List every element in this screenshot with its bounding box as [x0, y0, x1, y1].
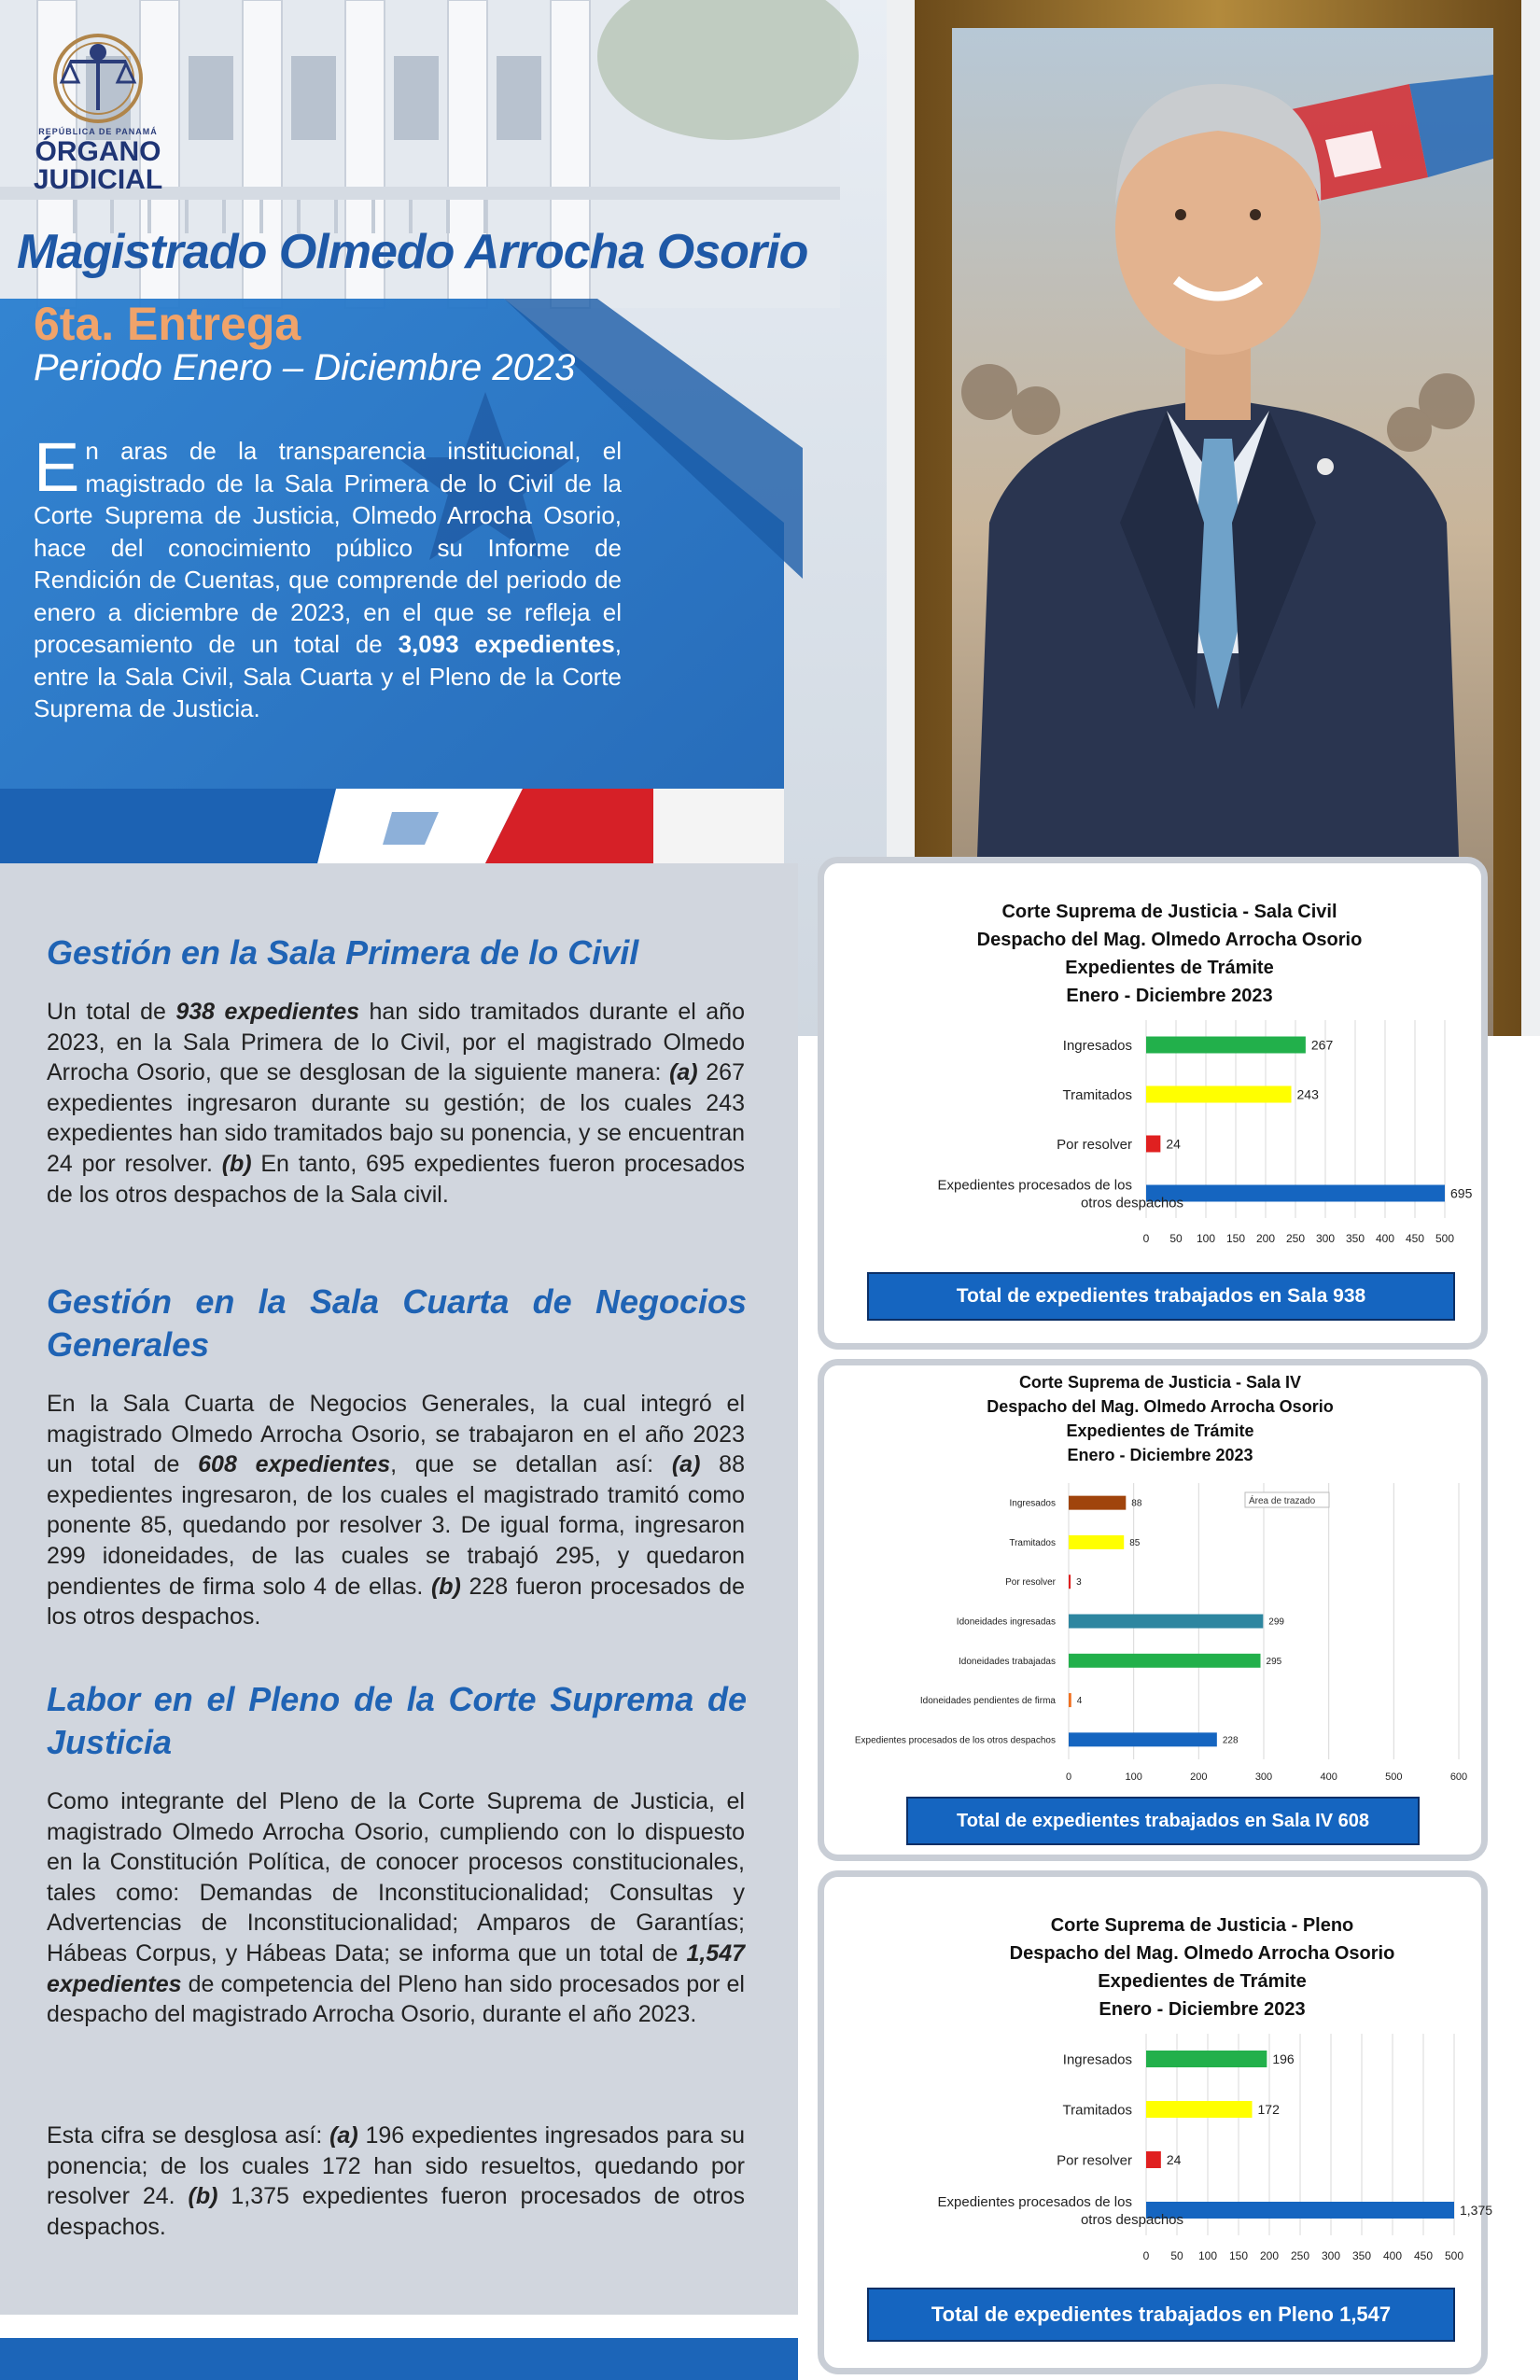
chart-title-line: Expedientes de Trámite [1098, 1971, 1307, 1992]
text-span: 1,375 expedientes fueron procesados de otros despachos. [47, 2183, 745, 2240]
chart-title-line: Corte Suprema de Justicia - Sala IV [1018, 1373, 1302, 1392]
category-label: otros despachos [1080, 2211, 1184, 2228]
section-title-cuarta: Gestión en la Sala Cuarta de Negocios Generales [47, 1282, 747, 1364]
chart-title-line: Despacho del Mag. Olmedo Arrocha Osorio [1009, 1943, 1395, 1964]
category-label: Tramitados [1062, 1086, 1132, 1103]
category-label: Ingresados [1062, 1037, 1132, 1054]
bar [1069, 1654, 1261, 1668]
chart-title-line: Enero - Diciembre 2023 [1099, 1999, 1306, 2020]
chart-annotation: Área de trazado [1249, 1496, 1316, 1506]
chart-title-line: Corte Suprema de Justicia - Sala Civil [1001, 902, 1337, 922]
category-label: Tramitados [1009, 1537, 1056, 1548]
x-tick-label: 150 [1228, 2249, 1249, 2262]
total-box-pleno: Total de expedientes trabajados en Pleno 1,547 [867, 2288, 1455, 2342]
category-label: otros despachos [1080, 1195, 1184, 1211]
x-tick-label: 300 [1321, 2249, 1341, 2262]
x-tick-label: 400 [1382, 2249, 1403, 2262]
bar-value-label: 695 [1450, 1185, 1473, 1201]
bar [1146, 1037, 1306, 1054]
category-label: Idoneidades ingresadas [956, 1617, 1056, 1628]
text-emphasis: 608 expedientes [198, 1451, 391, 1478]
edition-label: 6ta. Entrega [34, 298, 301, 350]
scales-of-justice-icon [28, 30, 168, 127]
chart-sala-civil [824, 863, 1481, 1343]
intro-text-after: , entre la Sala Civil, Sala Cuarta y el Pleno de la Corte Suprema de Justicia. [34, 630, 623, 722]
category-label: Expedientes procesados de los [937, 2193, 1132, 2210]
bar [1146, 1136, 1160, 1153]
text-span: En tanto, 695 expedientes fueron procesados de los otros despachos de la Sala civil. [47, 1150, 745, 1208]
category-label: Por resolver [1057, 1136, 1132, 1153]
bar-value-label: 267 [1310, 1037, 1334, 1053]
text-emphasis: (b) [188, 2183, 218, 2210]
logo-judicial-text: JUDICIAL [33, 164, 163, 195]
period-label: Periodo Enero – Diciembre 2023 [34, 347, 576, 388]
text-span: 88 expedientes ingresaron, de los cuales el magistrado tramitó como ponente 85, quedando por resolver 3. De igual forma, ingresaron 299 idoneidades, de las cuales se trabajó 295, y quedaron pendientes de firma solo 4 de ellas. [47, 1451, 745, 1600]
bar [1146, 2051, 1267, 2067]
x-tick-label: 250 [1285, 1232, 1306, 1245]
x-tick-label: 450 [1405, 1232, 1425, 1245]
bar [1069, 1535, 1124, 1549]
text-span: En la Sala Cuarta de Negocios Generales, la cual integró el magistrado Olmedo Arrocha Osorio, se trabajaron en el año 2023 un total de [47, 1391, 745, 1478]
intro-paragraph [34, 428, 623, 725]
bar [1069, 1693, 1071, 1707]
text-span: Esta cifra se desglosa así: [47, 2122, 330, 2149]
x-tick-label: 200 [1190, 1771, 1208, 1783]
text-emphasis: (a) [671, 1451, 701, 1478]
x-tick-label: 500 [1435, 1232, 1455, 1245]
chart-title-line: Corte Suprema de Justicia - Pleno [1050, 1915, 1354, 1936]
intro-text-before: n aras de la transparencia institucional, el magistrado de la Sala Primera de lo Civil de la Corte Suprema de Justicia, Olmedo Arrocha Osorio, hace del conocimiento público su Informe de Rendición de Cuentas, que comprende del periodo de enero a diciembre de 2023, en el que se refleja el procesamiento de un total de [34, 437, 622, 658]
logo-republica-text: REPÚBLICA DE PANAMÁ [38, 127, 158, 136]
chart-card-sala-civil [818, 857, 1488, 1350]
x-tick-label: 100 [1125, 1771, 1142, 1783]
category-label: Expedientes procesados de los [937, 1177, 1132, 1194]
text-span: han sido tramitados durante el año 2023, en la Sala Primera de lo Civil, por el magistrado Olmedo Arrocha Osorio, que se desglosan de la siguiente manera: [47, 999, 745, 1086]
x-tick-label: 250 [1290, 2249, 1310, 2262]
bottom-bar [0, 2338, 798, 2380]
x-tick-label: 600 [1449, 1771, 1468, 1783]
x-tick-label: 350 [1345, 1232, 1365, 1245]
chart-sala-iv [824, 1365, 1481, 1855]
chart-title-line: Expedientes de Trámite [1065, 958, 1274, 978]
x-tick-label: 400 [1320, 1771, 1337, 1783]
category-label: Por resolver [1005, 1577, 1056, 1589]
text-emphasis: 938 expedientes [175, 999, 360, 1025]
bar-value-label: 3 [1076, 1577, 1082, 1589]
chart-title-line: Despacho del Mag. Olmedo Arrocha Osorio [987, 1397, 1334, 1416]
bar [1069, 1496, 1126, 1510]
text-span: Como integrante del Pleno de la Corte Suprema de Justicia, el magistrado Olmedo Arrocha Osorio, cumpliendo con lo dispuesto en la Constitución Política, de conocer procesos constitucionales, tales como: Demandas de Inconstitucionalidad; Consultas y Advertencias de Inconstitucionalidad; Amparos de Garantías; Hábeas Corpus, y Hábeas Data; se informa que un total de [47, 1788, 745, 1967]
category-label: Ingresados [1009, 1498, 1056, 1509]
chart-title-line: Enero - Diciembre 2023 [1067, 1446, 1253, 1464]
logo-organo-text: ÓRGANO [35, 136, 161, 167]
category-label: Expedientes procesados de los otros despachos [854, 1735, 1056, 1746]
total-box-sala-civil: Total de expedientes trabajados en Sala 938 [867, 1272, 1455, 1321]
x-tick-label: 200 [1255, 1232, 1276, 1245]
x-tick-label: 400 [1375, 1232, 1395, 1245]
bar [1146, 2101, 1253, 2118]
section-text-cuarta [47, 1389, 745, 1632]
x-tick-label: 100 [1197, 2249, 1218, 2262]
x-tick-label: 450 [1413, 2249, 1434, 2262]
chart-title-line: Enero - Diciembre 2023 [1066, 986, 1273, 1006]
bar [1069, 1615, 1263, 1629]
bar-value-label: 243 [1296, 1086, 1319, 1102]
section-title-pleno: Labor en el Pleno de la Corte Suprema de Justicia [47, 1680, 747, 1761]
organo-judicial-logo [28, 30, 168, 198]
chart-card-sala-iv [818, 1359, 1488, 1861]
bar-value-label: 4 [1076, 1696, 1083, 1707]
bar [1069, 1575, 1071, 1589]
x-tick-label: 50 [1169, 1232, 1183, 1245]
x-tick-label: 0 [1142, 1232, 1150, 1245]
x-tick-label: 350 [1351, 2249, 1372, 2262]
bar-value-label: 196 [1272, 2051, 1295, 2066]
text-emphasis: (b) [430, 1573, 461, 1600]
bar-value-label: 299 [1268, 1617, 1284, 1628]
text-emphasis: (b) [221, 1150, 252, 1177]
text-span: 196 expedientes ingresados para su ponencia; de los cuales 172 han sido resueltos, quedando por resolver 24. [47, 2122, 745, 2210]
bar-value-label: 295 [1266, 1656, 1282, 1667]
text-emphasis: 1,547 expedientes [47, 1939, 745, 1997]
section-text-civil [47, 997, 745, 1210]
total-box-sala-iv: Total de expedientes trabajados en Sala IV 608 [906, 1797, 1420, 1845]
bar [1146, 2151, 1161, 2168]
page-title: Magistrado Olmedo Arrocha Osorio [17, 225, 808, 279]
category-label: Ingresados [1062, 2051, 1132, 2068]
bar-value-label: 172 [1257, 2101, 1280, 2117]
x-tick-label: 200 [1259, 2249, 1280, 2262]
bar-value-label: 88 [1131, 1498, 1142, 1509]
chart-card-pleno [818, 1870, 1493, 2374]
category-label: Idoneidades pendientes de firma [919, 1696, 1056, 1707]
intro-dropcap: E [34, 428, 80, 506]
bar [1146, 2202, 1454, 2219]
x-tick-label: 0 [1142, 2249, 1150, 2262]
intro-highlight: 3,093 expedientes [398, 630, 615, 658]
text-span: Un total de [47, 999, 176, 1025]
text-span: , que se detallan así: [390, 1451, 672, 1478]
bar [1146, 1086, 1292, 1103]
section-text-pleno-1 [47, 1786, 745, 2030]
x-tick-label: 300 [1315, 1232, 1336, 1245]
bar-value-label: 85 [1129, 1537, 1141, 1548]
x-tick-label: 0 [1065, 1771, 1072, 1783]
x-tick-label: 150 [1225, 1232, 1246, 1245]
bar [1146, 1185, 1445, 1202]
x-tick-label: 300 [1254, 1771, 1273, 1783]
bar-value-label: 1,375 [1460, 2202, 1493, 2218]
chart-title-line: Despacho del Mag. Olmedo Arrocha Osorio [976, 930, 1363, 950]
chart-title-line: Expedientes de Trámite [1066, 1421, 1254, 1440]
bar-value-label: 24 [1166, 2151, 1182, 2167]
text-emphasis: (a) [329, 2122, 358, 2149]
bar-value-label: 228 [1222, 1735, 1239, 1746]
category-label: Idoneidades trabajadas [959, 1656, 1056, 1667]
section-text-pleno-2 [47, 2121, 745, 2242]
text-span: 267 expedientes ingresaron durante su gestión; de los cuales 243 expedientes han sido tramitados bajo su ponencia, y se encuentran 24 por resolver. [47, 1059, 745, 1177]
x-tick-label: 500 [1444, 2249, 1464, 2262]
category-label: Por resolver [1057, 2152, 1132, 2169]
category-label: Tramitados [1062, 2102, 1132, 2119]
x-tick-label: 500 [1385, 1771, 1403, 1783]
x-tick-label: 100 [1196, 1232, 1216, 1245]
text-emphasis: (a) [669, 1059, 698, 1086]
bar-value-label: 24 [1166, 1136, 1181, 1152]
bar [1069, 1732, 1217, 1746]
text-span: 228 fueron procesados de los otros despachos. [47, 1573, 745, 1631]
x-tick-label: 50 [1170, 2249, 1183, 2262]
text-span: de competencia del Pleno han sido procesados por el despacho del magistrado Arrocha Osorio, durante el año 2023. [47, 1970, 745, 2028]
section-title-civil: Gestión en la Sala Primera de lo Civil [47, 933, 639, 972]
